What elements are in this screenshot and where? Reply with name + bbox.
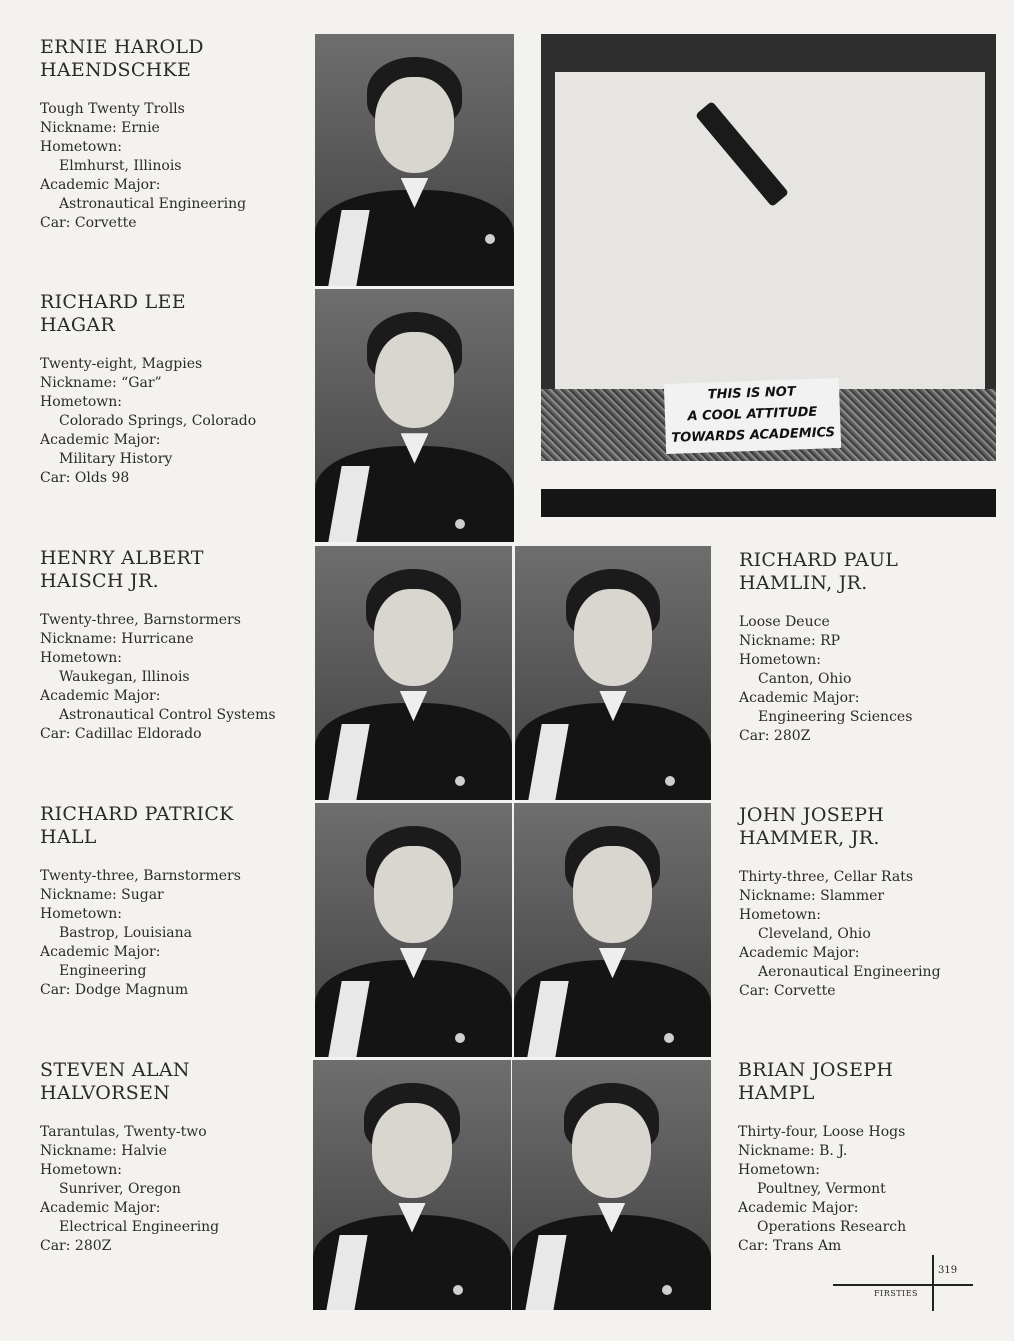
- cadet-car: Car: Cadillac Eldorado: [40, 726, 202, 742]
- cadet-squadron: Loose Deuce: [739, 614, 830, 630]
- cadet-major: Operations Research: [757, 1219, 907, 1235]
- cadet-nickname: Nickname: Halvie: [40, 1143, 167, 1159]
- cadet-nickname: Nickname: Hurricane: [40, 631, 194, 647]
- cadet-nickname: Nickname: Sugar: [40, 887, 164, 903]
- cadet-major: Astronautical Engineering: [59, 196, 247, 212]
- cadet-entry-hall: [40, 803, 310, 1000]
- cadet-hometown-label: Hometown:: [739, 652, 821, 668]
- cadet-name: BRIAN JOSEPH HAMPL: [738, 1059, 894, 1104]
- cadet-hometown: Waukegan, Illinois: [59, 669, 190, 685]
- cadet-major: Electrical Engineering: [59, 1219, 220, 1235]
- open-notebook: [555, 72, 985, 392]
- cadet-major-label: Academic Major:: [738, 1200, 859, 1216]
- cadet-name: RICHARD LEE HAGAR: [40, 291, 186, 336]
- cadet-hometown-label: Hometown:: [40, 139, 122, 155]
- cadet-major-label: Academic Major:: [40, 1200, 161, 1216]
- cadet-major-label: Academic Major:: [739, 690, 860, 706]
- cadet-nickname: Nickname: “Gar”: [40, 375, 162, 391]
- cadet-name: ERNIE HAROLD HAENDSCHKE: [40, 36, 204, 81]
- cadet-hometown: Colorado Springs, Colorado: [59, 413, 257, 429]
- cadet-nickname: Nickname: Ernie: [40, 120, 160, 136]
- cadet-entry-hampl: [738, 1059, 1008, 1256]
- cadet-squadron: Thirty-three, Cellar Rats: [739, 869, 914, 885]
- cadet-entry-haendschke: [40, 36, 310, 233]
- cadet-squadron: Tough Twenty Trolls: [40, 101, 185, 117]
- cadet-nickname: Nickname: Slammer: [739, 888, 885, 904]
- portrait-photo: [315, 289, 514, 542]
- cadet-car: Car: Corvette: [40, 215, 137, 231]
- cadet-hometown-label: Hometown:: [40, 906, 122, 922]
- black-bar-divider: [541, 489, 996, 517]
- cadet-hometown: Canton, Ohio: [758, 671, 852, 687]
- cadet-hometown-label: Hometown:: [40, 394, 122, 410]
- page-number: 319: [938, 1265, 958, 1276]
- cadet-name: RICHARD PAUL HAMLIN, JR.: [739, 549, 899, 594]
- cadet-major-label: Academic Major:: [40, 432, 161, 448]
- cadet-entry-hamlin: [739, 549, 1009, 746]
- cadet-squadron: Tarantulas, Twenty-two: [40, 1124, 207, 1140]
- cadet-major: Engineering: [59, 963, 147, 979]
- cadet-car: Car: Dodge Magnum: [40, 982, 189, 998]
- cadet-car: Car: 280Z: [40, 1238, 112, 1254]
- cadet-squadron: Twenty-eight, Magpies: [40, 356, 203, 372]
- cadet-hometown-label: Hometown:: [738, 1162, 820, 1178]
- cadet-hometown: Sunriver, Oregon: [59, 1181, 181, 1197]
- folio-rule-vertical: [932, 1255, 934, 1311]
- cadet-entry-hagar: [40, 291, 310, 488]
- portrait-photo: [315, 546, 512, 800]
- cadet-hometown-label: Hometown:: [739, 907, 821, 923]
- cadet-nickname: Nickname: RP: [739, 633, 841, 649]
- handwritten-sign: THIS IS NOT A COOL ATTITUDE TOWARDS ACADEMICS: [664, 378, 841, 454]
- cadet-major: Engineering Sciences: [758, 709, 913, 725]
- cadet-major-label: Academic Major:: [40, 177, 161, 193]
- cadet-car: Car: Trans Am: [738, 1238, 842, 1254]
- cadet-major-label: Academic Major:: [739, 945, 860, 961]
- portrait-photo: [313, 1060, 511, 1310]
- cadet-major-label: Academic Major:: [40, 688, 161, 704]
- section-label: FIRSTIES: [874, 1289, 919, 1298]
- folio-rule-horizontal: [833, 1284, 973, 1286]
- cadet-hometown: Elmhurst, Illinois: [59, 158, 182, 174]
- cadet-hometown-label: Hometown:: [40, 1162, 122, 1178]
- portrait-photo: [515, 546, 711, 800]
- cadet-name: HENRY ALBERT HAISCH JR.: [40, 547, 204, 592]
- cadet-squadron: Thirty-four, Loose Hogs: [738, 1124, 906, 1140]
- cadet-entry-haisch: [40, 547, 310, 744]
- cadet-car: Car: Olds 98: [40, 470, 130, 486]
- cadet-car: Car: 280Z: [739, 728, 811, 744]
- cadet-hometown: Poultney, Vermont: [757, 1181, 886, 1197]
- cadet-major-label: Academic Major:: [40, 944, 161, 960]
- cadet-hometown: Bastrop, Louisiana: [59, 925, 193, 941]
- cadet-squadron: Twenty-three, Barnstormers: [40, 868, 241, 884]
- cadet-nickname: Nickname: B. J.: [738, 1143, 848, 1159]
- cadet-major: Aeronautical Engineering: [758, 964, 941, 980]
- cadet-name: RICHARD PATRICK HALL: [40, 803, 234, 848]
- cadet-name: JOHN JOSEPH HAMMER, JR.: [739, 804, 885, 849]
- cadet-entry-hammer: [739, 804, 1009, 1001]
- cadet-entry-halvorsen: [40, 1059, 310, 1256]
- candid-study-photo: [541, 34, 996, 461]
- cadet-major: Military History: [59, 451, 173, 467]
- cadet-major: Astronautical Control Systems: [59, 707, 276, 723]
- cadet-squadron: Twenty-three, Barnstormers: [40, 612, 241, 628]
- cadet-name: STEVEN ALAN HALVORSEN: [40, 1059, 190, 1104]
- cadet-hometown-label: Hometown:: [40, 650, 122, 666]
- portrait-photo: [514, 803, 711, 1057]
- cadet-car: Car: Corvette: [739, 983, 836, 999]
- portrait-photo: [315, 803, 512, 1057]
- portrait-photo: [512, 1060, 711, 1310]
- portrait-photo: [315, 34, 514, 286]
- cadet-hometown: Cleveland, Ohio: [758, 926, 871, 942]
